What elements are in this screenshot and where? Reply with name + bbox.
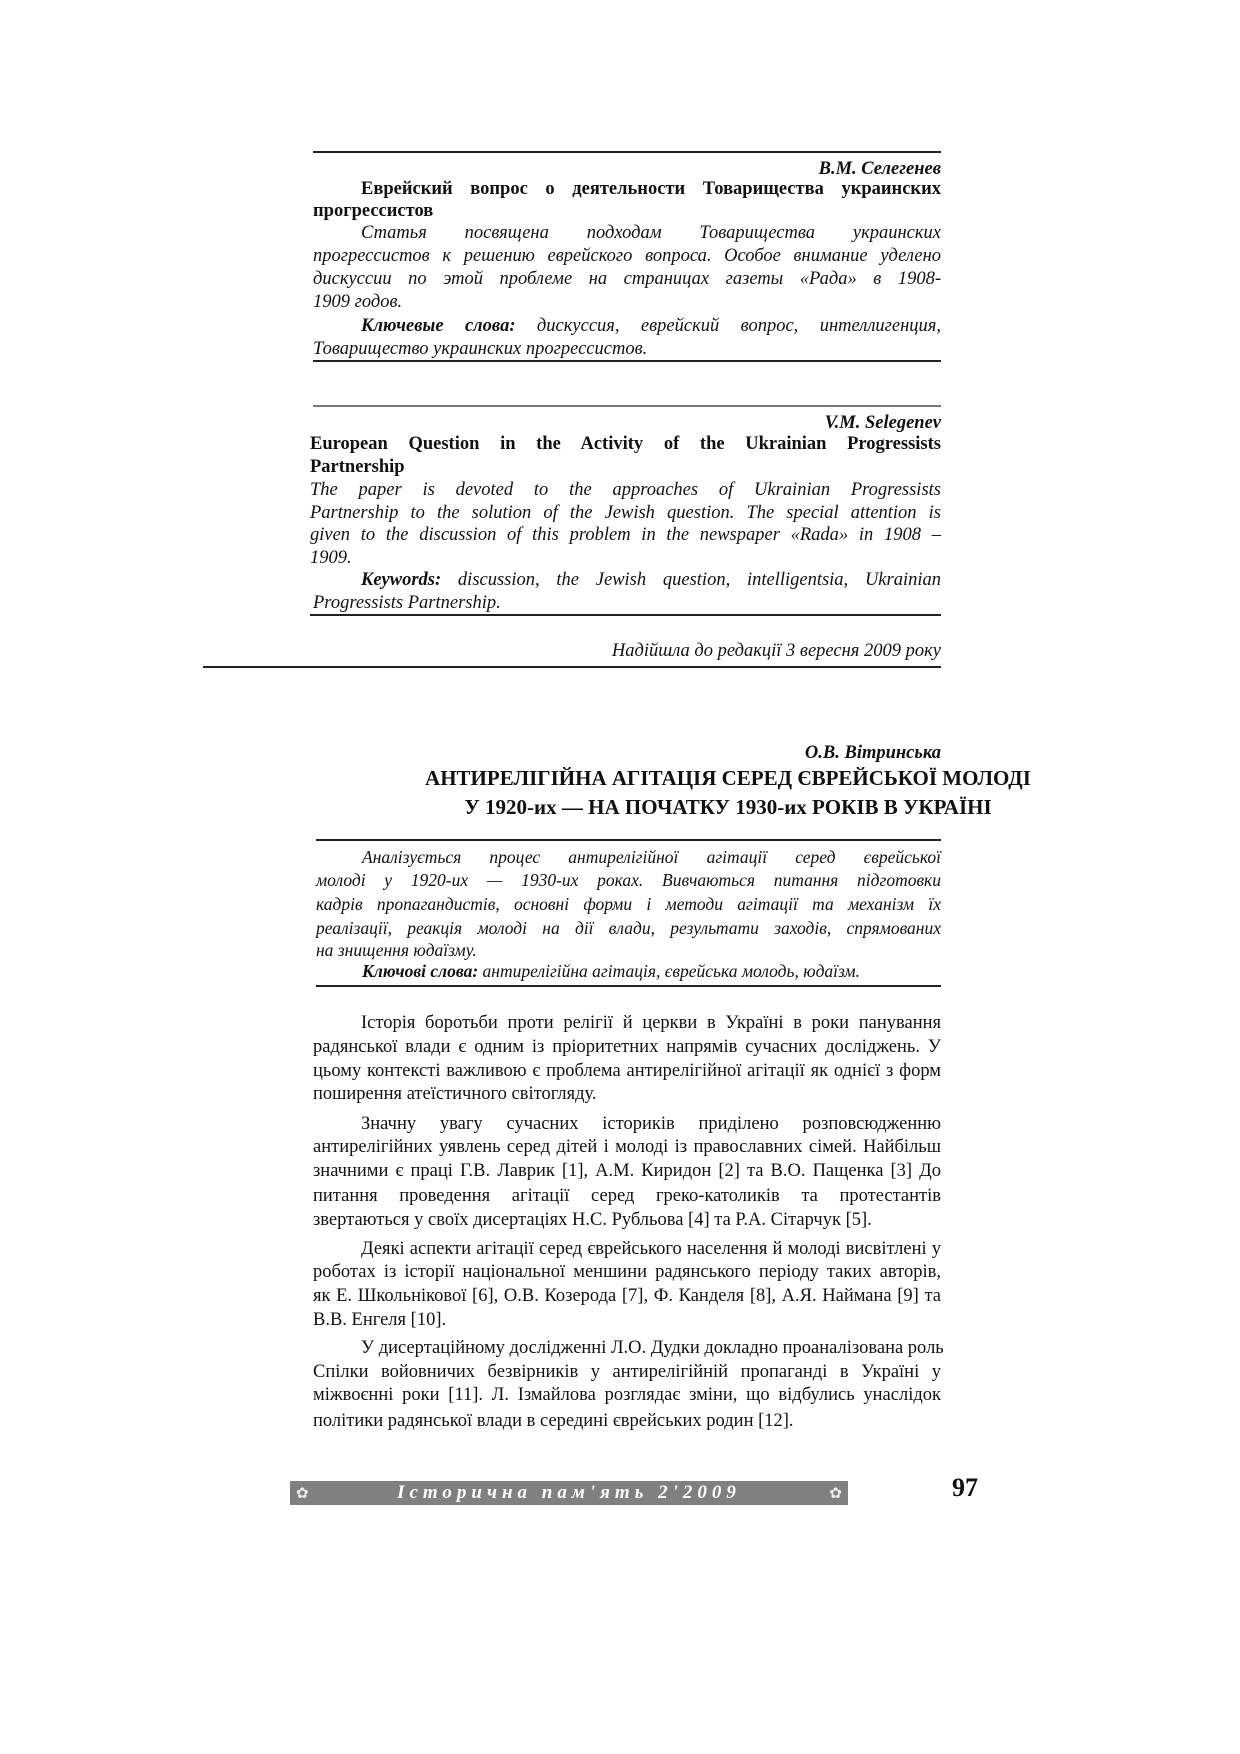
- body-paragraph-line: політики радянської влади в середині єврейських родин [12].: [313, 1411, 794, 1431]
- divider: [316, 985, 941, 987]
- article-abstract: Аналізується процес антирелігійної агітації серед єврейської: [362, 847, 941, 867]
- divider: [313, 151, 941, 153]
- body-paragraph-line: антирелігійних уявлень серед дітей і молоді із православних сімей. Найбільш: [313, 1137, 941, 1157]
- divider: [310, 614, 941, 616]
- article-abstract: на знищення юдаїзму.: [316, 940, 477, 960]
- article-abstract: молоді у 1920-их — 1930-их роках. Вивчаються питання підготовки: [316, 870, 941, 890]
- body-paragraph-line: звертаються у своїх дисертаціях Н.С. Рубльова [4] та Р.А. Сітарчук [5].: [313, 1210, 872, 1230]
- flower-ornament-icon: ✿: [296, 1486, 309, 1502]
- article-title: АНТИРЕЛІГІЙНА АГІТАЦІЯ СЕРЕД ЄВРЕЙСЬКОЇ МОЛОДІ: [425, 766, 1031, 790]
- author-en: V.M. Selegenev: [824, 413, 941, 433]
- abstract-en: 1909.: [310, 548, 352, 568]
- abstract-ru: Статья посвящена подходам Товарищества украинских: [361, 223, 941, 243]
- abstract-en: given to the discussion of this problem in the newspaper «Rada» in 1908 –: [310, 525, 941, 545]
- keywords-en: [361, 569, 941, 591]
- keywords-ru: [361, 315, 941, 337]
- title-ru: прогрессистов: [313, 201, 434, 221]
- keywords-label: Ключевые слова:: [361, 316, 516, 336]
- keywords-text: discussion, the Jewish question, intelligentsia, Ukrainian: [441, 570, 941, 590]
- title-en: Partnership: [310, 457, 405, 477]
- divider: [313, 360, 941, 362]
- body-paragraph-line: питання проведення агітації серед греко-католиків та протестантів: [313, 1186, 941, 1206]
- title-ru: Еврейский вопрос о деятельности Товарищества украинских: [361, 179, 941, 199]
- divider: [316, 839, 941, 841]
- author-ru: В.М. Селегенев: [818, 159, 941, 179]
- body-paragraph-line: цьому контексті важливою є проблема антирелігійної агітації як однієї з форм: [313, 1061, 941, 1081]
- keywords-ru: Товарищество украинских прогрессистов.: [313, 339, 648, 359]
- divider: [313, 405, 941, 407]
- body-paragraph-line: радянської влади є одним із пріоритетних напрямів сучасних досліджень. У: [313, 1037, 941, 1057]
- body-paragraph-line: Значну увагу сучасних істориків приділено розповсюдженню: [361, 1114, 941, 1134]
- keywords-label: Ключові слова:: [362, 961, 479, 981]
- keywords-text: дискуссия, еврейский вопрос, интеллигенция,: [515, 316, 941, 336]
- abstract-en: The paper is devoted to the approaches of Ukrainian Progressists: [310, 480, 941, 500]
- article-keywords: [362, 960, 941, 982]
- body-paragraph-line: У дисертаційному дослідженні Л.О. Дудки докладно проаналізована роль: [361, 1338, 944, 1358]
- abstract-ru: прогрессистов к решению еврейского вопроса. Особое внимание уделено: [313, 246, 941, 266]
- body-paragraph-line: В.В. Енгеля [10].: [313, 1310, 447, 1330]
- keywords-label: Keywords:: [361, 570, 442, 590]
- body-paragraph-line: Деякі аспекти агітації серед єврейського населення й молоді висвітлені у: [361, 1239, 941, 1259]
- abstract-ru: дискуссии по этой проблеме на страницах газеты «Рада» в 1908-: [313, 269, 941, 289]
- article-abstract: кадрів пропагандистів, основні форми і методи агітації та механізм їх: [316, 894, 941, 914]
- article-title: У 1920-их — НА ПОЧАТКУ 1930-их РОКІВ В УКРАЇНІ: [464, 795, 992, 819]
- received-date: Надійшла до редакції 3 вересня 2009 року: [611, 641, 941, 661]
- divider: [203, 666, 941, 668]
- body-paragraph-line: Спілки войовничих безвірників у антирелігійній пропаганді в Україні у: [313, 1362, 941, 1382]
- title-en: European Question in the Activity of the Ukrainian Progressists: [310, 434, 941, 454]
- body-paragraph-line: значними є праці Г.В. Лаврик [1], А.М. Киридон [2] та В.О. Пащенка [3] До: [313, 1161, 941, 1181]
- article-author: О.В. Вітринська: [804, 743, 941, 763]
- abstract-ru: 1909 годов.: [313, 292, 403, 312]
- journal-footer-bar: [290, 1481, 848, 1505]
- page-number: 97: [952, 1473, 978, 1502]
- body-paragraph-line: як Е. Школьнікової [6], О.В. Козерода [7], Ф. Канделя [8], А.Я. Наймана [9] та: [313, 1286, 941, 1306]
- body-paragraph-line: поширення атеїстичного світогляду.: [313, 1084, 597, 1104]
- body-paragraph-line: міжвоєнні роки [11]. Л. Ізмайлова розглядає зміни, що відбулись унаслідок: [313, 1385, 941, 1405]
- keywords-en: Progressists Partnership.: [313, 593, 501, 613]
- body-paragraph-line: Історія боротьби проти релігії й церкви в Україні в роки панування: [361, 1013, 941, 1033]
- body-paragraph-line: роботах із історії національної меншини радянського періоду таких авторів,: [313, 1262, 941, 1282]
- abstract-en: Partnership to the solution of the Jewish question. The special attention is: [310, 503, 941, 523]
- flower-ornament-icon: ✿: [829, 1486, 842, 1502]
- article-abstract: реалізації, реакція молоді на дії влади, результати заходів, спрямованих: [316, 918, 941, 938]
- journal-name: Історична пам'ять 2'2009: [397, 1482, 741, 1503]
- keywords-text: антирелігійна агітація, єврейська молодь, юдаїзм.: [478, 961, 860, 981]
